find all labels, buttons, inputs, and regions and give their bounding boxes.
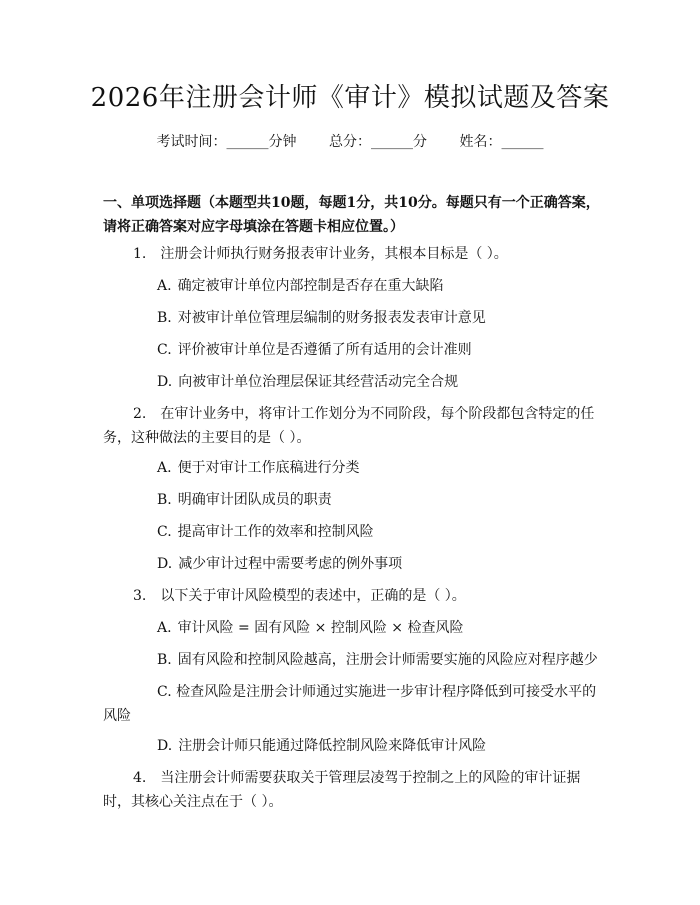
option-label: A. [157, 620, 172, 636]
option-2c [157, 520, 374, 544]
exam-name: 姓名：______ [459, 134, 544, 150]
option-text: 向被审计单位治理层保证其经营活动完全合规 [178, 374, 459, 390]
option-text: 对被审计单位管理层编制的财务报表发表审计意见 [177, 310, 486, 326]
option-3b [157, 648, 598, 672]
option-label: C. [157, 524, 172, 540]
option-3c [103, 680, 603, 728]
question-text: 当注册会计师需要获取关于管理层凌驾于控制之上的风险的审计证据时，其核心关注点在于（ ）。 [103, 770, 581, 810]
option-text: 注册会计师只能通过降低控制风险来降低审计风险 [178, 738, 487, 754]
option-label: C. [157, 342, 172, 358]
option-text: 固有风险和控制风险越高，注册会计师需要实施的风险应对程序越少 [177, 652, 598, 668]
option-text: 评价被审计单位是否遵循了所有适用的会计准则 [177, 342, 472, 358]
question-text: 以下关于审计风险模型的表述中，正确的是（ ）。 [160, 588, 466, 604]
question-3 [133, 584, 466, 608]
option-2d [157, 552, 402, 576]
option-label: D. [157, 556, 173, 572]
question-text: 在审计业务中，将审计工作划分为不同阶段，每个阶段都包含特定的任务，这种做法的主要目的是（ ）。 [103, 406, 595, 446]
option-1a [157, 274, 444, 298]
option-label: D. [157, 738, 173, 754]
exam-meta [0, 132, 700, 152]
option-label: A. [157, 278, 172, 294]
question-number: 3. [133, 588, 147, 604]
question-text: 注册会计师执行财务报表审计业务，其根本目标是（ ）。 [160, 246, 508, 262]
question-4 [103, 766, 603, 814]
option-3d [157, 734, 486, 758]
option-2b [157, 488, 332, 512]
question-2 [103, 402, 603, 450]
document-title: 2026年注册会计师《审计》模拟试题及答案 [90, 83, 610, 113]
option-label: C. [157, 684, 172, 700]
question-number: 4. [133, 770, 147, 786]
option-text: 确定被审计单位内部控制是否存在重大缺陷 [177, 278, 444, 294]
option-text: 减少审计过程中需要考虑的例外事项 [178, 556, 403, 572]
option-1d [157, 370, 458, 394]
option-text: 检查风险是注册会计师通过实施进一步审计程序降低到可接受水平的风险 [103, 684, 597, 724]
option-1c [157, 338, 472, 362]
option-text: 提高审计工作的效率和控制风险 [177, 524, 374, 540]
option-2a [157, 456, 360, 480]
option-1b [157, 306, 486, 330]
option-label: D. [157, 374, 173, 390]
option-text: 明确审计团队成员的职责 [177, 492, 332, 508]
option-3a [157, 616, 463, 640]
section-heading: 一、单项选择题（本题型共10题，每题1分，共10分。每题只有一个正确答案，请将正确答案对应字母填涂在答题卡相应位置。） [103, 195, 600, 235]
question-1 [133, 242, 508, 266]
option-text: 便于对审计工作底稿进行分类 [177, 460, 360, 476]
option-label: A. [157, 460, 172, 476]
option-label: B. [157, 310, 172, 326]
option-label: B. [157, 492, 172, 508]
question-number: 1. [133, 246, 147, 262]
exam-score: 总分：______分 [329, 134, 427, 150]
question-number: 2. [133, 406, 147, 422]
option-label: B. [157, 652, 172, 668]
exam-time: 考试时间：______分钟 [156, 134, 297, 150]
option-text: 审计风险 = 固有风险 × 控制风险 × 检查风险 [177, 620, 464, 636]
